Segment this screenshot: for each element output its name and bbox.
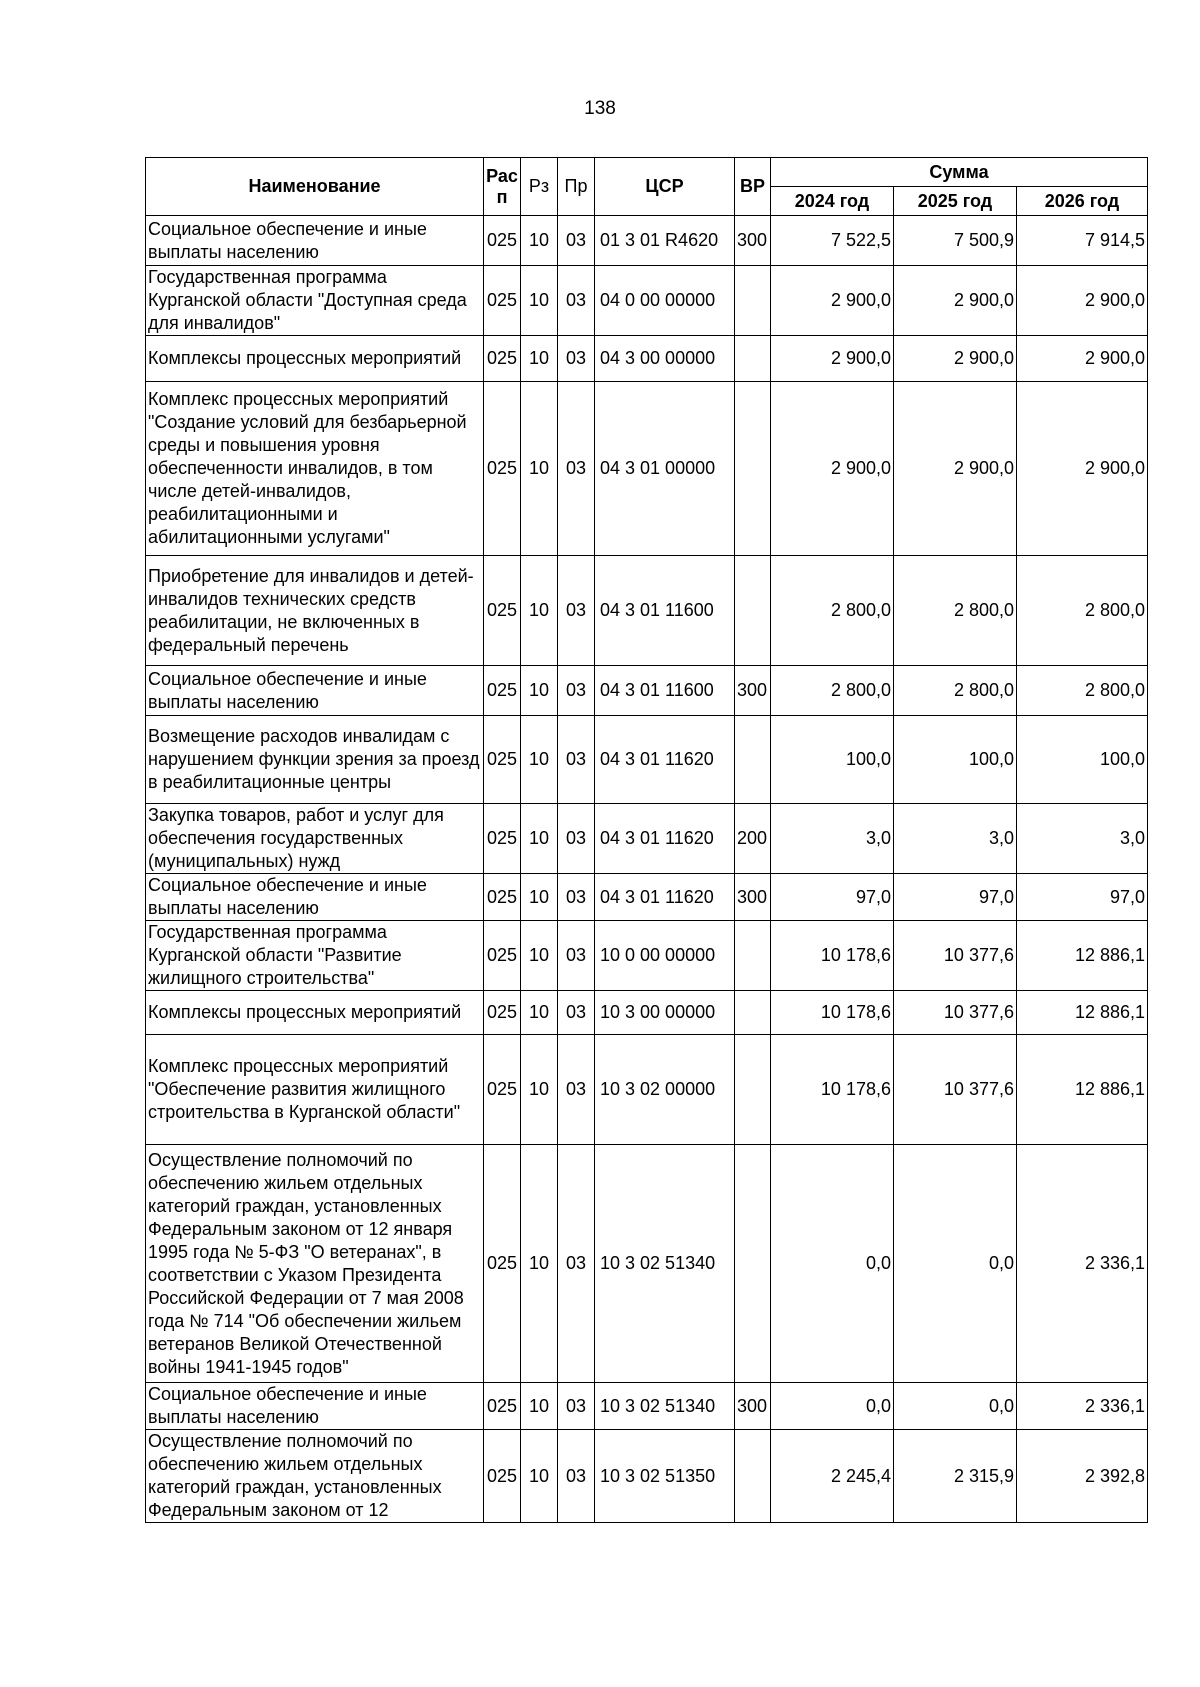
row-name-cell: Возмещение расходов инвалидам с нарушением функции зрения за проезд в реабилитационные центры [146, 716, 484, 804]
row-rasp-cell: 025 [484, 921, 521, 991]
row-sum-2026-cell: 2 800,0 [1017, 666, 1148, 716]
row-pr-cell: 03 [558, 336, 595, 382]
row-sum-2025-cell: 10 377,6 [894, 991, 1017, 1035]
page-number: 138 [584, 98, 616, 119]
header-year-2024: 2024 год [771, 187, 894, 216]
row-rz-cell: 10 [521, 921, 558, 991]
row-sum-2025-cell: 2 315,9 [894, 1430, 1017, 1523]
row-rz-cell: 10 [521, 1383, 558, 1430]
row-sum-2025-cell: 97,0 [894, 874, 1017, 921]
row-name-cell: Комплексы процессных мероприятий [146, 991, 484, 1035]
row-pr-cell: 03 [558, 1383, 595, 1430]
row-sum-2024-cell: 2 800,0 [771, 666, 894, 716]
row-vr-cell [735, 1145, 771, 1383]
row-sum-2026-cell: 2 392,8 [1017, 1430, 1148, 1523]
row-name-cell: Приобретение для инвалидов и детей-инвалидов технических средств реабилитации, не включенных в федеральный перечень [146, 556, 484, 666]
row-rasp-cell: 025 [484, 382, 521, 556]
row-rasp-cell: 025 [484, 1145, 521, 1383]
row-name-cell: Социальное обеспечение и иные выплаты населению [146, 874, 484, 921]
table-row [146, 1145, 1148, 1383]
row-sum-2025-cell: 2 900,0 [894, 336, 1017, 382]
row-vr-cell: 300 [735, 874, 771, 921]
header-csr: ЦСР [595, 158, 735, 216]
row-rz-cell: 10 [521, 382, 558, 556]
table-row [146, 1383, 1148, 1430]
budget-table-wrapper [145, 157, 1148, 1523]
row-rz-cell: 10 [521, 716, 558, 804]
row-name-cell: Социальное обеспечение и иные выплаты населению [146, 666, 484, 716]
row-csr-cell: 10 3 02 51340 [595, 1145, 735, 1383]
row-sum-2026-cell: 2 900,0 [1017, 266, 1148, 336]
row-rasp-cell: 025 [484, 556, 521, 666]
row-csr-cell: 01 3 01 R4620 [595, 216, 735, 266]
table-row [146, 1430, 1148, 1523]
row-rz-cell: 10 [521, 991, 558, 1035]
table-row [146, 216, 1148, 266]
row-sum-2024-cell: 2 900,0 [771, 266, 894, 336]
row-pr-cell: 03 [558, 556, 595, 666]
row-sum-2025-cell: 100,0 [894, 716, 1017, 804]
row-vr-cell: 200 [735, 804, 771, 874]
row-rz-cell: 10 [521, 804, 558, 874]
row-sum-2026-cell: 2 900,0 [1017, 336, 1148, 382]
table-row [146, 266, 1148, 336]
row-csr-cell: 04 3 01 11620 [595, 804, 735, 874]
row-sum-2026-cell: 100,0 [1017, 716, 1148, 804]
row-rasp-cell: 025 [484, 1430, 521, 1523]
row-sum-2026-cell: 2 336,1 [1017, 1383, 1148, 1430]
row-rz-cell: 10 [521, 266, 558, 336]
row-pr-cell: 03 [558, 716, 595, 804]
row-pr-cell: 03 [558, 921, 595, 991]
row-sum-2026-cell: 12 886,1 [1017, 991, 1148, 1035]
header-name: Наименование [146, 158, 484, 216]
row-rasp-cell: 025 [484, 266, 521, 336]
row-pr-cell: 03 [558, 1145, 595, 1383]
row-rasp-cell: 025 [484, 336, 521, 382]
row-pr-cell: 03 [558, 666, 595, 716]
table-body [146, 216, 1148, 1523]
table-row [146, 921, 1148, 991]
row-name-cell: Осуществление полномочий по обеспечению жильем отдельных категорий граждан, установленных Федеральным законом от 12 [146, 1430, 484, 1523]
row-rasp-cell: 025 [484, 1035, 521, 1145]
row-sum-2024-cell: 2 245,4 [771, 1430, 894, 1523]
row-sum-2026-cell: 2 800,0 [1017, 556, 1148, 666]
row-sum-2026-cell: 12 886,1 [1017, 921, 1148, 991]
row-rz-cell: 10 [521, 874, 558, 921]
row-vr-cell [735, 1035, 771, 1145]
row-name-cell: Осуществление полномочий по обеспечению жильем отдельных категорий граждан, установленных Федеральным законом от 12 января 1995 года № 5-ФЗ "О ветеранах", в соответствии с Указом Президента Российской Федерации от 7 мая 2008 года № 714 "Об обеспечении жильем ветеранов Великой Отечественной войны 1941-1945 годов" [146, 1145, 484, 1383]
row-csr-cell: 10 3 00 00000 [595, 991, 735, 1035]
row-vr-cell: 300 [735, 216, 771, 266]
row-rasp-cell: 025 [484, 666, 521, 716]
row-csr-cell: 10 3 02 51340 [595, 1383, 735, 1430]
row-rz-cell: 10 [521, 556, 558, 666]
row-sum-2024-cell: 2 900,0 [771, 336, 894, 382]
row-csr-cell: 04 3 01 11600 [595, 556, 735, 666]
row-sum-2024-cell: 7 522,5 [771, 216, 894, 266]
row-sum-2025-cell: 0,0 [894, 1145, 1017, 1383]
row-sum-2024-cell: 2 900,0 [771, 382, 894, 556]
row-rz-cell: 10 [521, 666, 558, 716]
row-pr-cell: 03 [558, 382, 595, 556]
row-rz-cell: 10 [521, 216, 558, 266]
row-vr-cell [735, 556, 771, 666]
row-sum-2026-cell: 3,0 [1017, 804, 1148, 874]
row-vr-cell [735, 1430, 771, 1523]
header-rz: Рз [521, 158, 558, 216]
row-rz-cell: 10 [521, 1145, 558, 1383]
row-pr-cell: 03 [558, 1035, 595, 1145]
row-name-cell: Социальное обеспечение и иные выплаты населению [146, 1383, 484, 1430]
table-row [146, 666, 1148, 716]
row-sum-2026-cell: 12 886,1 [1017, 1035, 1148, 1145]
table-row [146, 382, 1148, 556]
row-csr-cell: 04 3 01 11600 [595, 666, 735, 716]
table-row [146, 1035, 1148, 1145]
row-sum-2025-cell: 2 800,0 [894, 666, 1017, 716]
row-rasp-cell: 025 [484, 216, 521, 266]
row-csr-cell: 04 3 01 11620 [595, 874, 735, 921]
row-rasp-cell: 025 [484, 716, 521, 804]
header-vr: ВР [735, 158, 771, 216]
row-csr-cell: 04 0 00 00000 [595, 266, 735, 336]
row-sum-2025-cell: 2 900,0 [894, 382, 1017, 556]
row-sum-2024-cell: 0,0 [771, 1383, 894, 1430]
row-name-cell: Закупка товаров, работ и услуг для обеспечения государственных (муниципальных) нужд [146, 804, 484, 874]
row-sum-2024-cell: 0,0 [771, 1145, 894, 1383]
row-name-cell: Государственная программа Курганской области "Доступная среда для инвалидов" [146, 266, 484, 336]
header-year-2026: 2026 год [1017, 187, 1148, 216]
row-sum-2026-cell: 2 336,1 [1017, 1145, 1148, 1383]
header-rasp: Рас п [484, 158, 521, 216]
row-sum-2024-cell: 10 178,6 [771, 1035, 894, 1145]
row-name-cell: Социальное обеспечение и иные выплаты населению [146, 216, 484, 266]
row-sum-2024-cell: 10 178,6 [771, 921, 894, 991]
table-row [146, 716, 1148, 804]
row-sum-2025-cell: 3,0 [894, 804, 1017, 874]
row-pr-cell: 03 [558, 216, 595, 266]
row-vr-cell [735, 266, 771, 336]
table-row [146, 336, 1148, 382]
row-pr-cell: 03 [558, 874, 595, 921]
header-summa: Сумма [771, 158, 1148, 187]
row-pr-cell: 03 [558, 991, 595, 1035]
row-vr-cell [735, 921, 771, 991]
table-row [146, 991, 1148, 1035]
row-rz-cell: 10 [521, 1430, 558, 1523]
row-sum-2025-cell: 0,0 [894, 1383, 1017, 1430]
row-vr-cell: 300 [735, 666, 771, 716]
row-sum-2025-cell: 7 500,9 [894, 216, 1017, 266]
row-sum-2025-cell: 10 377,6 [894, 1035, 1017, 1145]
row-csr-cell: 04 3 01 00000 [595, 382, 735, 556]
row-sum-2024-cell: 10 178,6 [771, 991, 894, 1035]
row-csr-cell: 10 0 00 00000 [595, 921, 735, 991]
row-vr-cell: 300 [735, 1383, 771, 1430]
table-row [146, 804, 1148, 874]
row-sum-2025-cell: 2 900,0 [894, 266, 1017, 336]
row-rz-cell: 10 [521, 336, 558, 382]
row-csr-cell: 04 3 01 11620 [595, 716, 735, 804]
row-vr-cell [735, 382, 771, 556]
row-sum-2026-cell: 97,0 [1017, 874, 1148, 921]
row-rasp-cell: 025 [484, 874, 521, 921]
row-name-cell: Государственная программа Курганской области "Развитие жилищного строительства" [146, 921, 484, 991]
row-sum-2024-cell: 100,0 [771, 716, 894, 804]
budget-table [145, 157, 1148, 1523]
row-sum-2026-cell: 7 914,5 [1017, 216, 1148, 266]
row-pr-cell: 03 [558, 804, 595, 874]
row-sum-2025-cell: 10 377,6 [894, 921, 1017, 991]
row-sum-2026-cell: 2 900,0 [1017, 382, 1148, 556]
row-sum-2025-cell: 2 800,0 [894, 556, 1017, 666]
table-row [146, 874, 1148, 921]
row-rasp-cell: 025 [484, 804, 521, 874]
row-rasp-cell: 025 [484, 1383, 521, 1430]
header-year-2025: 2025 год [894, 187, 1017, 216]
row-name-cell: Комплекс процессных мероприятий "Создание условий для безбарьерной среды и повышения уровня обеспеченности инвалидов, в том числе детей-инвалидов, реабилитационными и абилитационными услугами" [146, 382, 484, 556]
row-csr-cell: 04 3 00 00000 [595, 336, 735, 382]
row-name-cell: Комплекс процессных мероприятий "Обеспечение развития жилищного строительства в Курганской области" [146, 1035, 484, 1145]
row-csr-cell: 10 3 02 00000 [595, 1035, 735, 1145]
row-rasp-cell: 025 [484, 991, 521, 1035]
row-rz-cell: 10 [521, 1035, 558, 1145]
header-pr: Пр [558, 158, 595, 216]
row-sum-2024-cell: 97,0 [771, 874, 894, 921]
row-name-cell: Комплексы процессных мероприятий [146, 336, 484, 382]
table-row [146, 556, 1148, 666]
row-vr-cell [735, 991, 771, 1035]
row-pr-cell: 03 [558, 266, 595, 336]
table-header [146, 158, 1148, 216]
row-pr-cell: 03 [558, 1430, 595, 1523]
row-vr-cell [735, 716, 771, 804]
row-sum-2024-cell: 3,0 [771, 804, 894, 874]
row-sum-2024-cell: 2 800,0 [771, 556, 894, 666]
row-vr-cell [735, 336, 771, 382]
row-csr-cell: 10 3 02 51350 [595, 1430, 735, 1523]
